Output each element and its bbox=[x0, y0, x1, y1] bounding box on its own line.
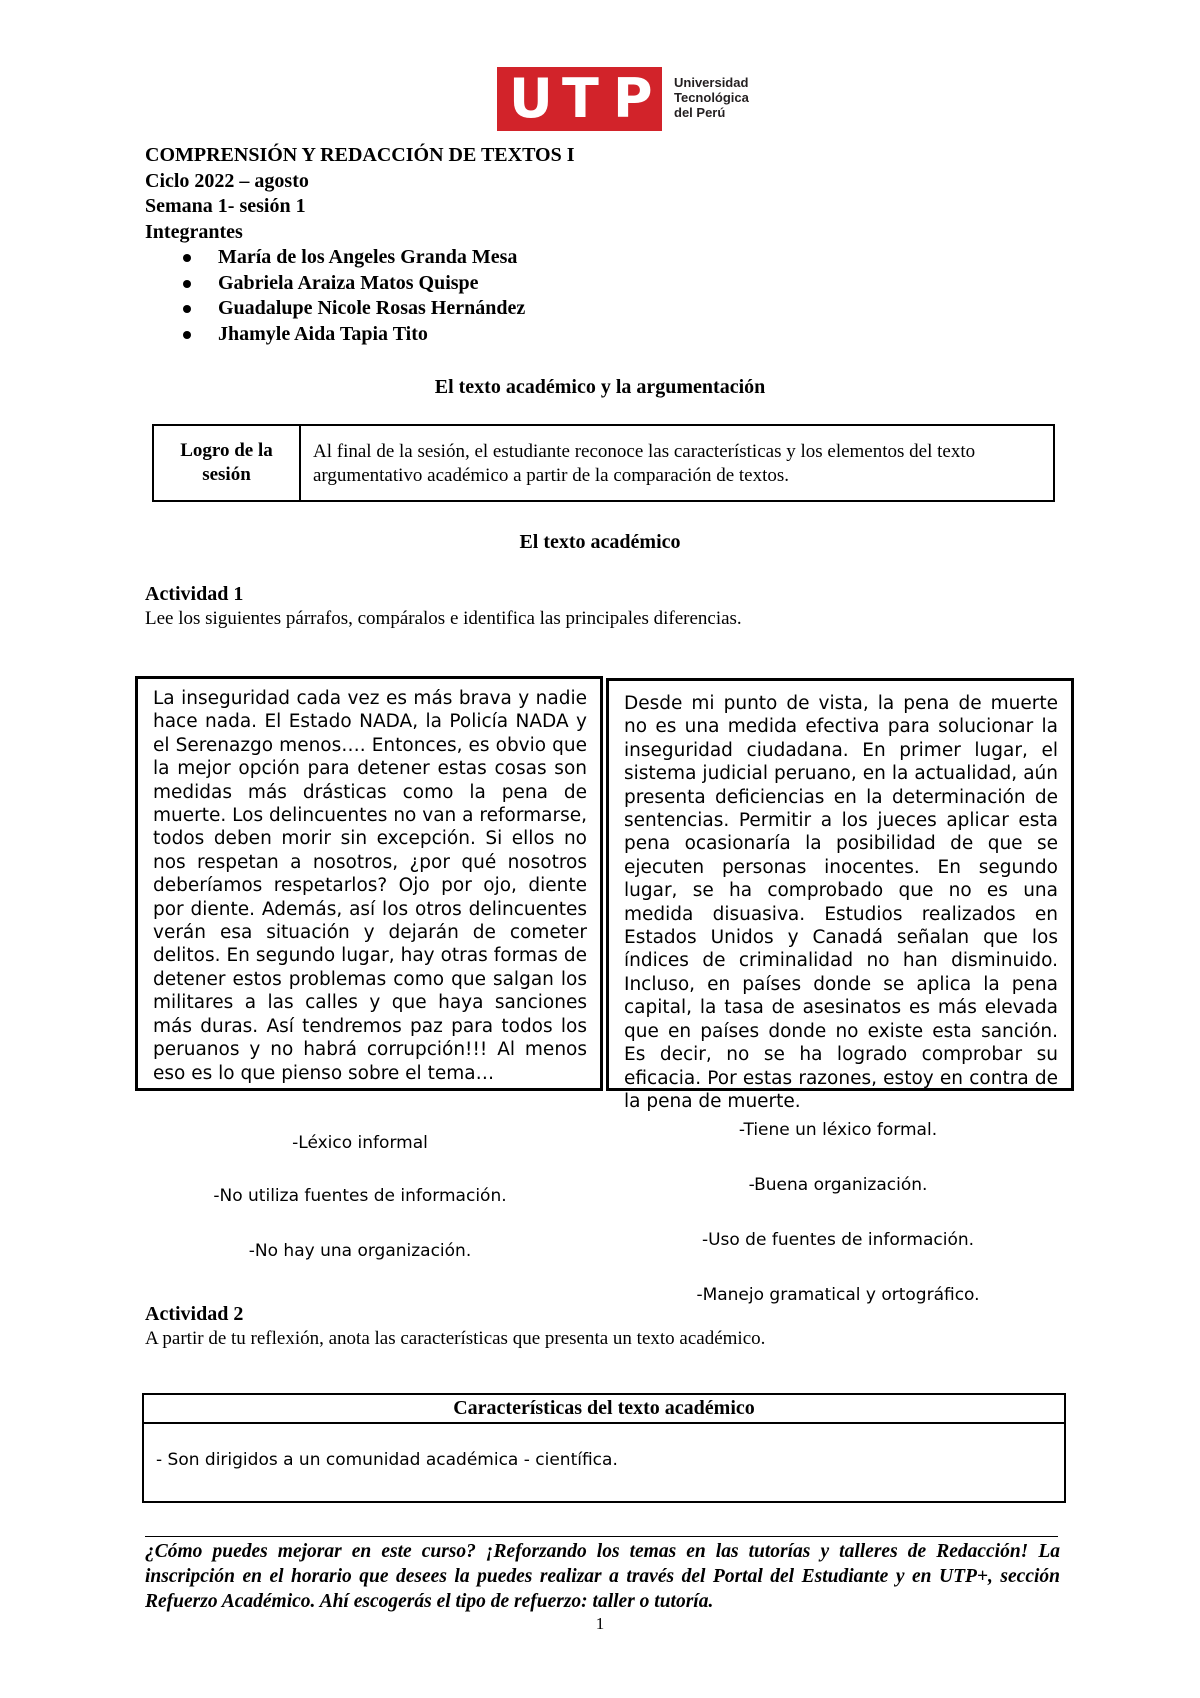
member-name: María de los Angeles Granda Mesa bbox=[218, 246, 518, 268]
member-item bbox=[180, 322, 525, 348]
bullet-icon bbox=[183, 305, 191, 313]
activity2-title: Actividad 2 bbox=[145, 1303, 244, 1325]
bullet-icon bbox=[183, 254, 191, 262]
cycle-label: Ciclo 2022 – agosto bbox=[145, 169, 309, 192]
member-name: Gabriela Araiza Matos Quispe bbox=[218, 271, 479, 294]
note-right: -Buena organización. bbox=[748, 1175, 928, 1195]
member-item bbox=[180, 271, 525, 297]
logo-letter-u: U bbox=[509, 67, 553, 130]
logo-letter-t: T bbox=[562, 67, 599, 130]
paragraph-informal: La inseguridad cada vez es más brava y nadie hace nada. El Estado NADA, la Policía NADA y el Serenazgo menos…. Entonces, es obvio que la mejor opción para detener estas cosas son medidas más drásticas como la pena de muerte. Los delincuentes no van a reformarse, todos deben morir sin excepción. Si ellos no nos respetan a nosotros, ¿por qué nosotros deberíamos respetarlos? Ojo por ojo, diente por diente. Además, así los otros delincuentes verán esa situación y dejarán de cometer delitos. En segundo lugar, hay otras formas de detener estos problemas como que salgan los militares a las calles y que haya sanciones más duras. Así tendremos paz para todos los peruanos y no habrá corrupción!!! Al menos eso es lo que pienso sobre el tema… bbox=[135, 676, 603, 1091]
members-list bbox=[180, 245, 525, 347]
activity1-title: Actividad 1 bbox=[145, 583, 244, 605]
logro-table bbox=[152, 424, 1055, 502]
characteristics-header: Características del texto académico bbox=[144, 1395, 1064, 1424]
course-title: COMPRENSIÓN Y REDACCIÓN DE TEXTOS I bbox=[145, 144, 575, 166]
week-label: Semana 1- sesión 1 bbox=[145, 195, 306, 217]
logro-label: Logro de la sesión bbox=[154, 426, 301, 500]
member-item bbox=[180, 296, 525, 322]
activity1-instruction: Lee los siguientes párrafos, compáralos e identifica las principales diferencias. bbox=[145, 608, 742, 629]
utp-logo bbox=[497, 67, 751, 131]
note-right: -Manejo gramatical y ortográfico. bbox=[696, 1285, 980, 1305]
logo-name-line: Universidad bbox=[674, 75, 749, 90]
note-left: -No hay una organización. bbox=[248, 1241, 472, 1261]
section-title: El texto académico bbox=[519, 531, 681, 553]
page-number: 1 bbox=[595, 1614, 605, 1633]
logro-text: Al final de la sesión, el estudiante reconoce las características y los elementos del texto argumentativo académico a partir de la comparación de textos. bbox=[313, 441, 976, 486]
note-right: -Uso de fuentes de información. bbox=[701, 1230, 975, 1250]
note-left: -Léxico informal bbox=[292, 1133, 428, 1153]
member-name: Jhamyle Aida Tapia Tito bbox=[218, 322, 428, 345]
note-right: -Tiene un léxico formal. bbox=[738, 1120, 938, 1140]
member-name: Guadalupe Nicole Rosas Hernández bbox=[218, 297, 526, 319]
members-label: Integrantes bbox=[145, 220, 243, 243]
logo-name-line: del Perú bbox=[674, 105, 726, 120]
paragraph-formal: Desde mi punto de vista, la pena de muerte no es una medida efectiva para solucionar la inseguridad ciudadana. En primer lugar, el sistema judicial peruano, en la actualidad, aún presenta deficiencias en la determinación de sentencias. Permitir a los jueces aplicar esta pena ocasionaría la posibilidad de que se ejecuten personas inocentes. En segundo lugar, se ha comprobado que no es una medida disuasiva. Estudios realizados en Estados Unidos y Canadá señalan que los índices de criminalidad no han disminuido. Incluso, en países donde se aplica la pena capital, la tasa de asesinatos es más elevada que en países donde no existe esta sanción. Es decir, no se ha logrado comprobar su eficacia. Por estas razones, estoy en contra de la pena de muerte. bbox=[606, 678, 1074, 1091]
bullet-icon bbox=[183, 331, 191, 339]
footer-divider bbox=[145, 1536, 1058, 1537]
characteristics-entry: - Son dirigidos a un comunidad académica - científica. bbox=[156, 1450, 618, 1470]
main-title: El texto académico y la argumentación bbox=[434, 376, 766, 398]
note-left: -No utiliza fuentes de información. bbox=[213, 1186, 507, 1206]
member-item bbox=[180, 245, 525, 271]
logo-name-line: Tecnológica bbox=[674, 90, 749, 105]
document-header bbox=[145, 143, 575, 245]
logo-red-box bbox=[497, 67, 662, 131]
characteristics-table bbox=[142, 1393, 1066, 1503]
logo-university-name bbox=[674, 75, 749, 120]
footer-note: ¿Cómo puedes mejorar en este curso? ¡Reforzando los temas en las tutorías y talleres de Redacción! La inscripción en el horario que desees la puedes realizar a través del Portal del Estudiante y en UTP+, sección Refuerzo Académico. Ahí escogerás el tipo de refuerzo: taller o tutoría. bbox=[145, 1541, 1060, 1612]
logo-letter-p: P bbox=[613, 67, 653, 130]
activity2-instruction: A partir de tu reflexión, anota las características que presenta un texto académico. bbox=[145, 1328, 766, 1349]
bullet-icon bbox=[183, 280, 191, 288]
